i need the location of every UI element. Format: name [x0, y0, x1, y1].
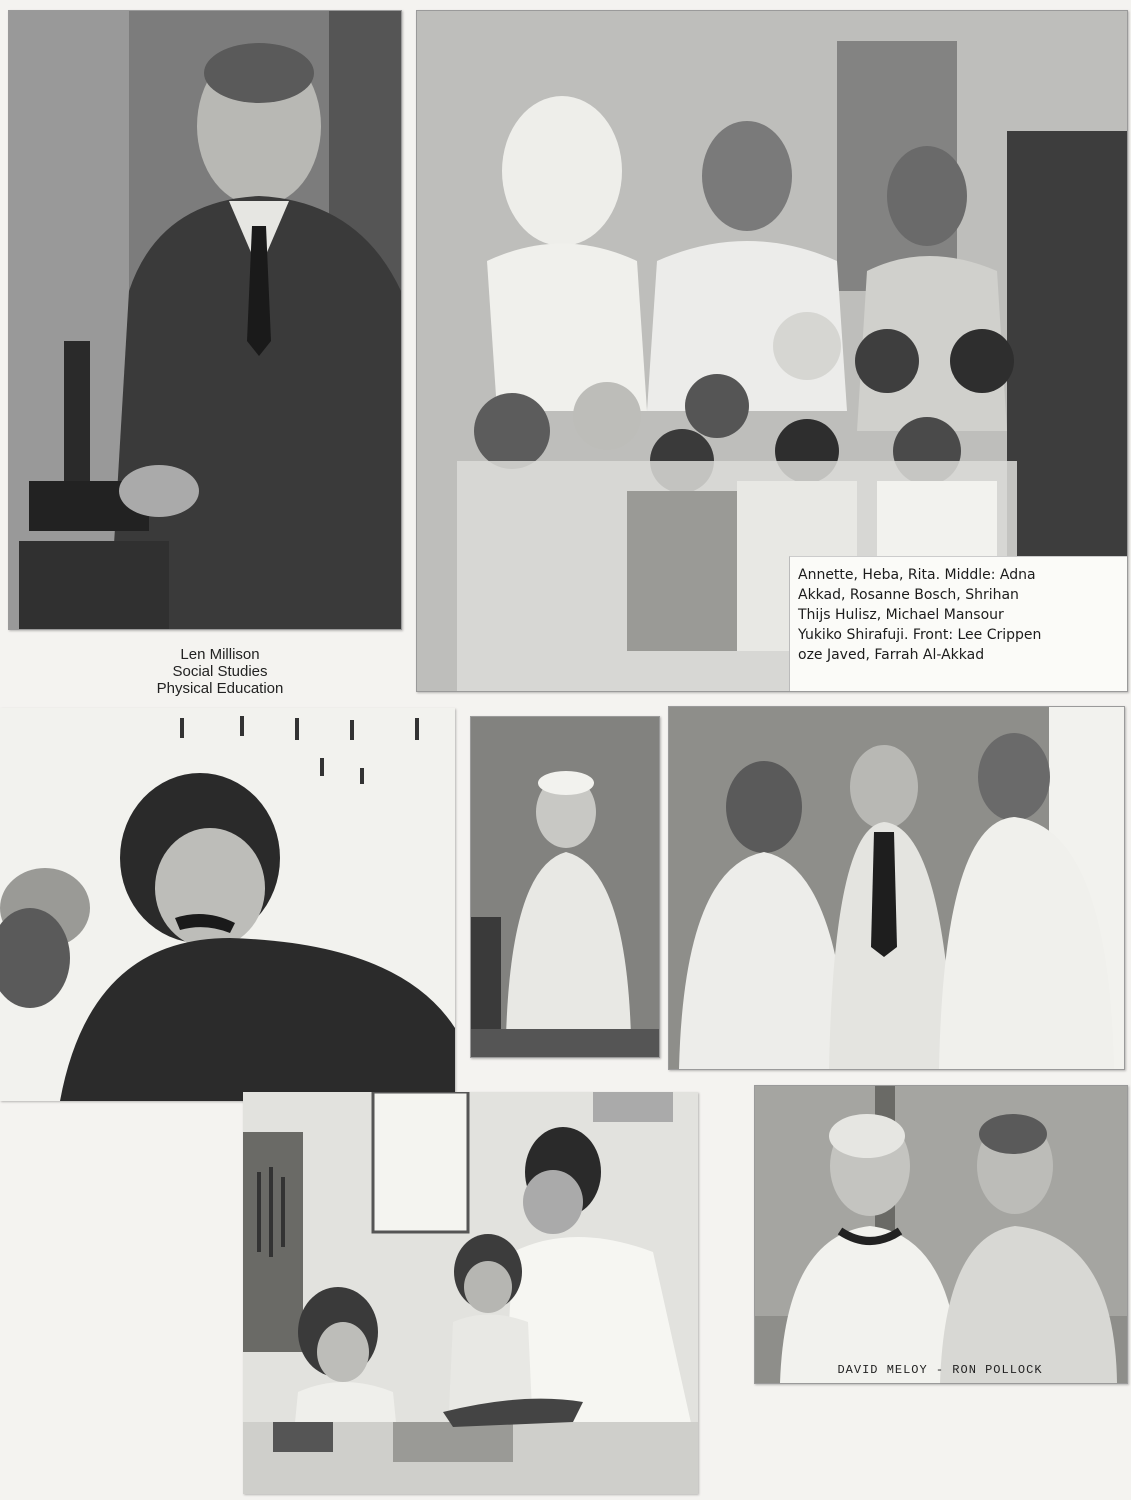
photo-elderly-man: [470, 716, 660, 1058]
class-group-caption: [789, 556, 1128, 692]
millison-caption: [100, 646, 340, 697]
photo-two-boys: [754, 1085, 1128, 1384]
photo-kitchen-scene: [243, 1092, 698, 1494]
photo-man-with-moustache: [0, 708, 455, 1101]
caption-line: Yukiko Shirafuji. Front: Lee Crippen: [798, 627, 1042, 643]
caption-line: oze Javed, Farrah Al-Akkad: [798, 647, 985, 663]
teacher-subject: Social Studies: [172, 663, 268, 680]
photo-class-group: [416, 10, 1128, 692]
caption-line: Annette, Heba, Rita. Middle: Adna: [798, 567, 1036, 583]
boys-caption: DAVID MELOY - RON POLLOCK: [837, 1363, 1043, 1377]
caption-line: Thijs Hulisz, Michael Mansour: [798, 607, 1004, 623]
caption-line: Akkad, Rosanne Bosch, Shrihan: [798, 587, 1019, 603]
photo-three-men: [668, 706, 1125, 1070]
teacher-subject: Physical Education: [156, 680, 284, 697]
teacher-name: Len Millison: [180, 646, 260, 663]
photo-man-with-microscope: [8, 10, 402, 630]
